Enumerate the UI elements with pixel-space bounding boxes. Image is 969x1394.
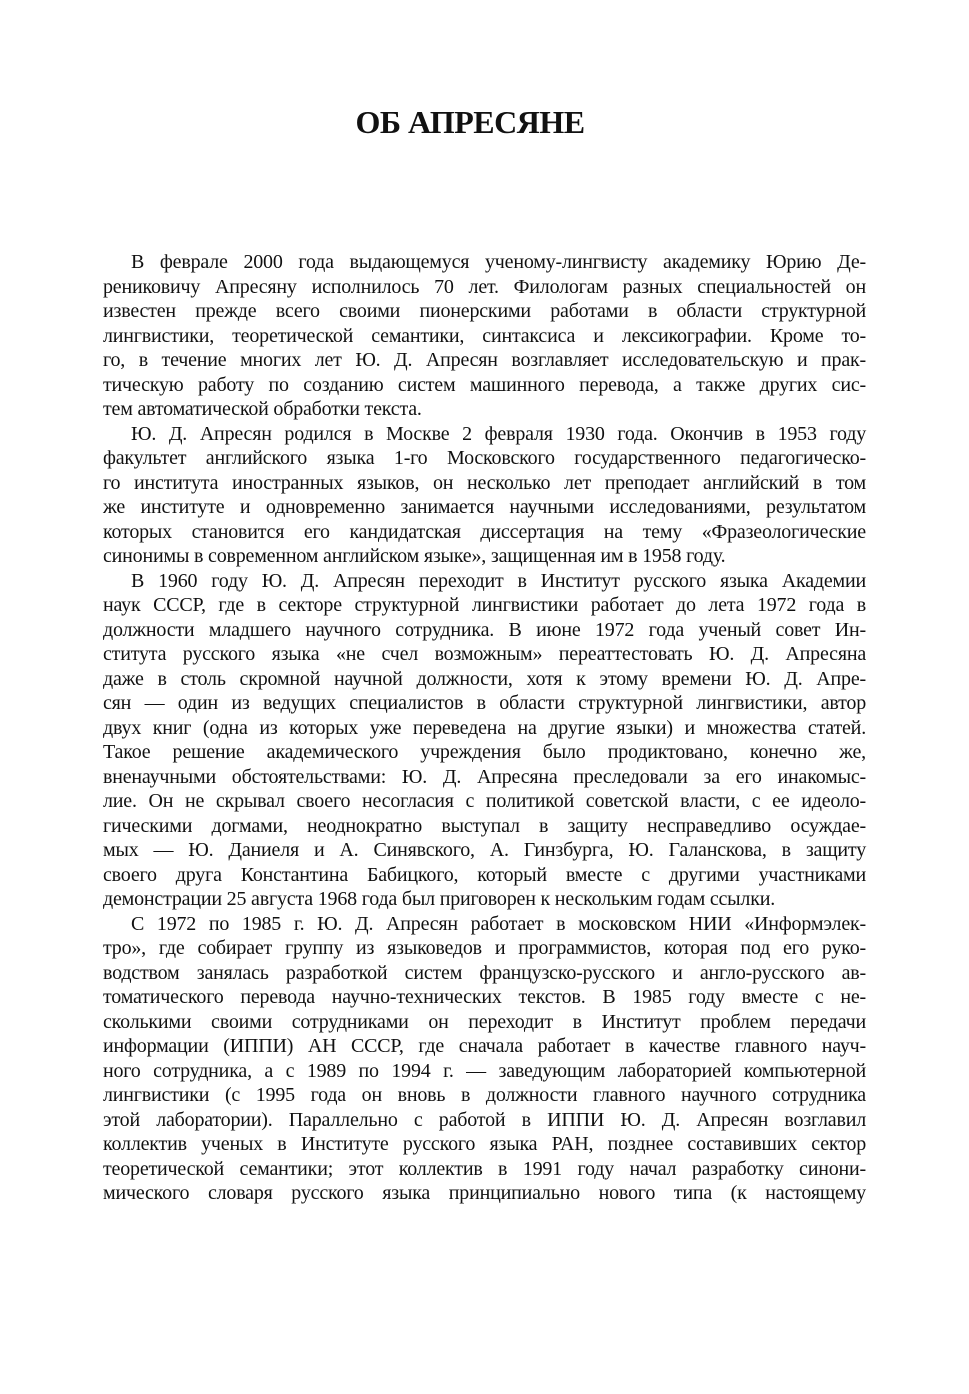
text-line: тем автоматической обработки текста. bbox=[103, 398, 422, 420]
text-line: должности младшего научного сотрудника. В июне 1972 года ученый совет Ин- bbox=[103, 618, 866, 641]
text-line: ститута русского языка «не счел возможным» переаттестовать Ю. Д. Апресяна bbox=[103, 643, 866, 665]
text-line: мых — Ю. Даниеля и А. Синявского, А. Гинзбурга, Ю. Галанскова, в защиту bbox=[103, 839, 866, 861]
text-line: тическую работу по созданию систем машинного перевода, а также других сис- bbox=[103, 373, 866, 396]
text-line: этой лаборатории). Параллельно с работой в ИППИ Ю. Д. Апресян возглавил bbox=[103, 1108, 866, 1131]
text-line: известен прежде всего своими пионерскими работами в области структурной bbox=[103, 300, 866, 322]
paragraph bbox=[103, 569, 866, 912]
text-line: факультет английского языка 1-го Московского государственного педагогическо- bbox=[103, 447, 866, 469]
text-line: наук СССР, где в секторе структурной лингвистики работает до лета 1972 года в bbox=[103, 594, 866, 616]
text-line: тро», где собирает группу из языковедов и программистов, которая под его руко- bbox=[103, 937, 866, 959]
text-line: вненаучными обстоятельствами: Ю. Д. Апресяна преследовали за его инакомыс- bbox=[103, 765, 866, 788]
text-line: своего друга Константина Бабицкого, который вместе с другими участниками bbox=[103, 863, 866, 886]
text-line: лингвистики, теоретической семантики, синтаксиса и лексикографии. Кроме то- bbox=[103, 324, 866, 347]
text-line: информации (ИППИ) АН СССР, где сначала работает в качестве главного науч- bbox=[103, 1035, 866, 1057]
text-line: сян — один из ведущих специалистов в области структурной лингвистики, автор bbox=[103, 692, 866, 714]
text-line: рениковичу Апресяну исполнилось 70 лет. Филологам разных специальностей он bbox=[103, 275, 866, 298]
text-line: даже в столь скромной научной должности, хотя к этому времени Ю. Д. Апре- bbox=[103, 667, 866, 690]
text-line: двух книг (одна из которых уже переведена на другие языки) и множества статей. bbox=[103, 716, 866, 739]
text-line: Такое решение академического учреждения было продиктовано, конечно же, bbox=[103, 741, 866, 763]
text-line: ного сотрудника, а с 1989 по 1994 г. — заведующим лабораторией компьютерной bbox=[103, 1059, 866, 1082]
text-line: мического словаря русского языка принципиально нового типа (к настоящему bbox=[103, 1182, 866, 1204]
paragraph bbox=[103, 422, 866, 569]
text-line: томатического перевода научно-технических текстов. В 1985 году вместе с не- bbox=[103, 986, 866, 1008]
text-line: сколькими своими сотрудниками он переходит в Институт проблем передачи bbox=[103, 1010, 866, 1033]
text-line: водством занялась разработкой систем французско-русского и англо-русского ав- bbox=[103, 961, 866, 984]
text-line: гическими догмами, неоднократно выступал в защиту несправедливо осуждае- bbox=[103, 814, 866, 837]
text-line: го института иностранных языков, он несколько лет преподает английский в том bbox=[103, 471, 866, 494]
page-title: ОБ АПРЕСЯНЕ bbox=[355, 104, 585, 140]
text-line: В феврале 2000 года выдающемуся ученому-лингвисту академику Юрию Де- bbox=[131, 251, 866, 273]
text-line: коллектив ученых в Институте русского языка РАН, позднее составивших сектор bbox=[103, 1133, 866, 1155]
document-body bbox=[103, 250, 866, 1206]
text-line: С 1972 по 1985 г. Ю. Д. Апресян работает в московском НИИ «Информэлек- bbox=[131, 912, 866, 935]
text-line: демонстрации 25 августа 1968 года был приговорен к нескольким годам ссылки. bbox=[103, 888, 776, 910]
text-line: которых становится его кандидатская диссертация на тему «Фразеологические bbox=[103, 520, 866, 543]
paragraph bbox=[103, 250, 866, 422]
text-line: Ю. Д. Апресян родился в Москве 2 февраля 1930 года. Окончив в 1953 году bbox=[131, 422, 866, 445]
text-line: же институте и одновременно занимается научными исследованиями, результатом bbox=[103, 496, 866, 518]
text-line: синонимы в современном английском языке», защищенная им в 1958 году. bbox=[103, 545, 726, 567]
text-line: лингвистики (с 1995 года он вновь в должности главного научного сотрудника bbox=[103, 1084, 866, 1106]
text-line: В 1960 году Ю. Д. Апресян переходит в Институт русского языка Академии bbox=[131, 569, 866, 592]
text-line: лие. Он не скрывал своего несогласия с политикой советской власти, с ее идеоло- bbox=[103, 790, 866, 812]
text-line: теоретической семантики; этот коллектив в 1991 году начал разработку синони- bbox=[103, 1157, 866, 1180]
paragraph bbox=[103, 912, 866, 1206]
text-line: го, в течение многих лет Ю. Д. Апресян возглавляет исследовательскую и прак- bbox=[103, 349, 866, 371]
